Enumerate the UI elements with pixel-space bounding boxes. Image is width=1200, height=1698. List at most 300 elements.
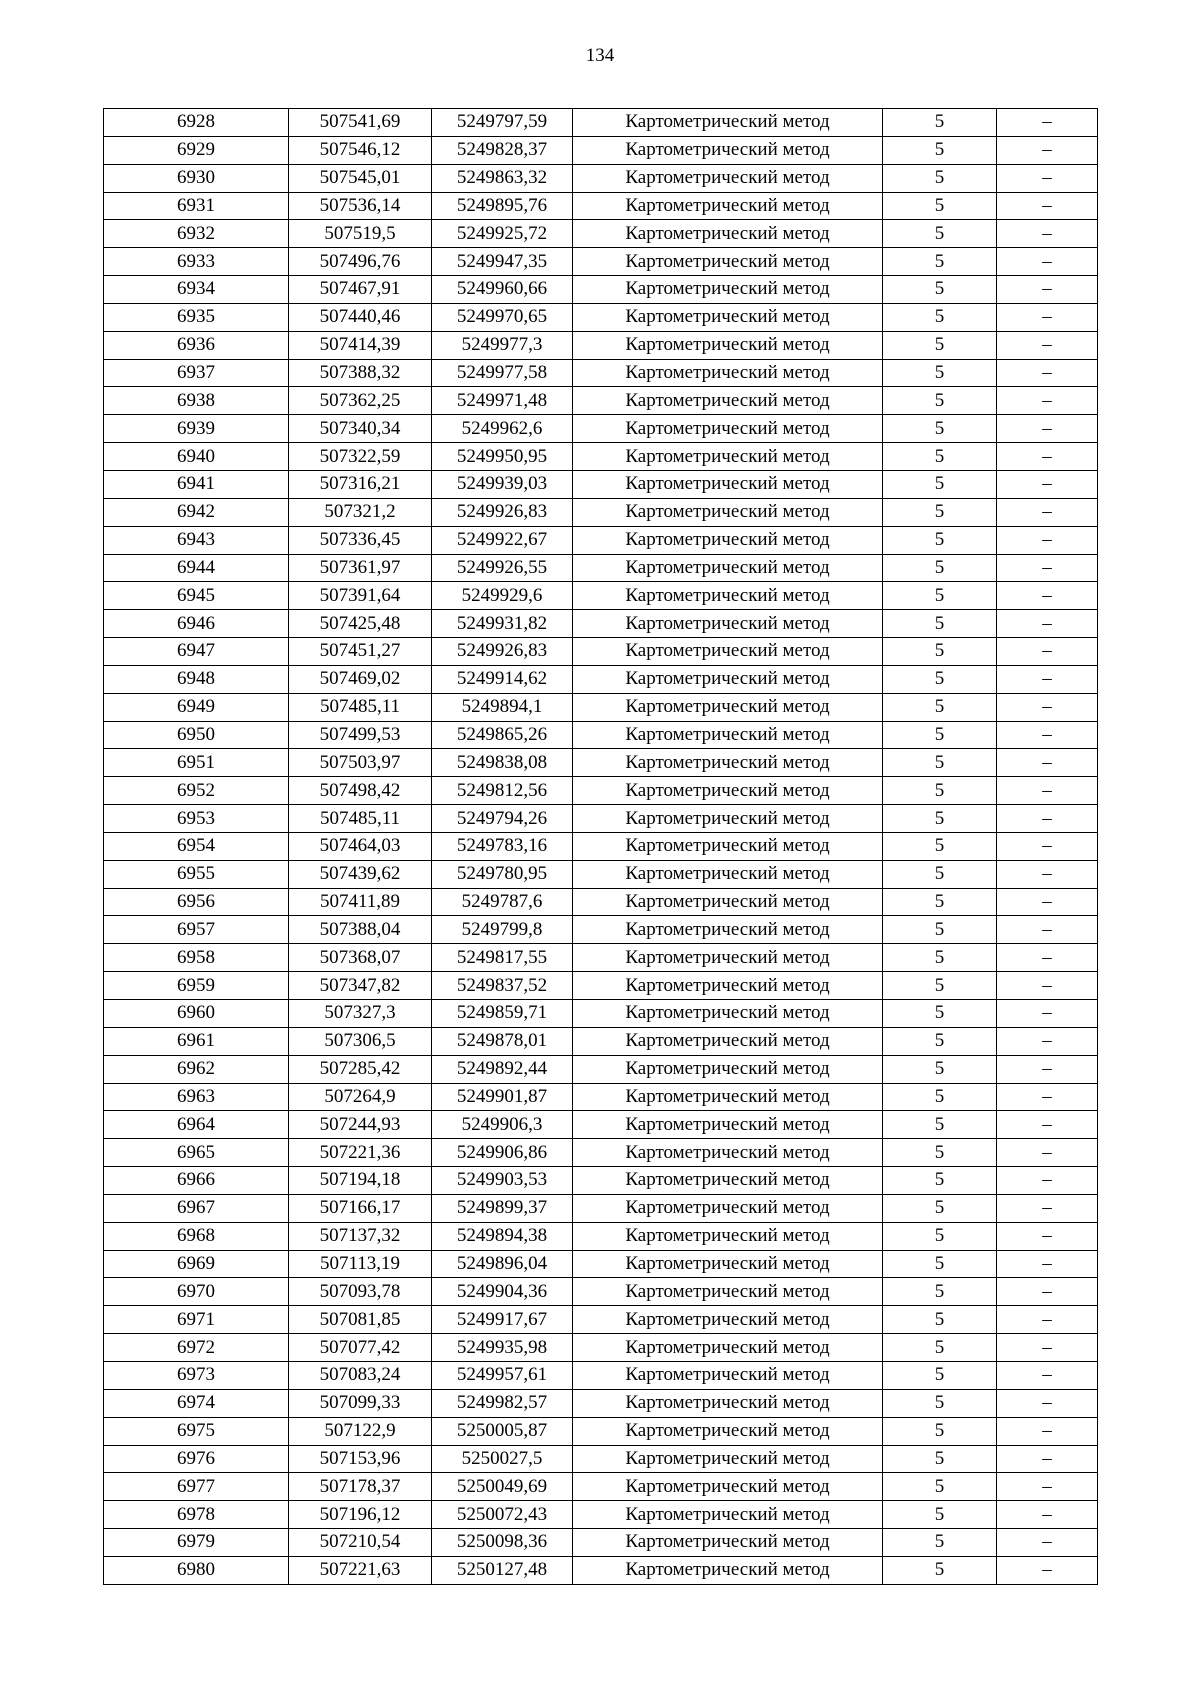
x-coordinate-cell: 507178,37 (289, 1473, 432, 1501)
method-cell: Картометрический метод (573, 1473, 883, 1501)
point-number-cell: 6972 (104, 1334, 289, 1362)
method-cell: Картометрический метод (573, 721, 883, 749)
x-coordinate-cell: 507347,82 (289, 972, 432, 1000)
description-cell: – (997, 1111, 1098, 1139)
accuracy-cell: 5 (883, 1000, 997, 1028)
accuracy-cell: 5 (883, 1473, 997, 1501)
point-number-cell: 6957 (104, 916, 289, 944)
description-cell: – (997, 1306, 1098, 1334)
description-cell: – (997, 1473, 1098, 1501)
point-number-cell: 6964 (104, 1111, 289, 1139)
description-cell: – (997, 1000, 1098, 1028)
point-number-cell: 6962 (104, 1055, 289, 1083)
x-coordinate-cell: 507285,42 (289, 1055, 432, 1083)
table-row (104, 248, 1098, 276)
point-number-cell: 6937 (104, 359, 289, 387)
description-cell: – (997, 109, 1098, 137)
x-coordinate-cell: 507485,11 (289, 805, 432, 833)
description-cell: – (997, 860, 1098, 888)
accuracy-cell: 5 (883, 860, 997, 888)
accuracy-cell: 5 (883, 944, 997, 972)
y-coordinate-cell: 5250098,36 (432, 1529, 573, 1557)
x-coordinate-cell: 507361,97 (289, 554, 432, 582)
point-number-cell: 6979 (104, 1529, 289, 1557)
y-coordinate-cell: 5249895,76 (432, 192, 573, 220)
method-cell: Картометрический метод (573, 470, 883, 498)
point-number-cell: 6973 (104, 1361, 289, 1389)
description-cell: – (997, 693, 1098, 721)
accuracy-cell: 5 (883, 721, 997, 749)
x-coordinate-cell: 507439,62 (289, 860, 432, 888)
accuracy-cell: 5 (883, 136, 997, 164)
table-row (104, 1529, 1098, 1557)
table-row (104, 303, 1098, 331)
method-cell: Картометрический метод (573, 220, 883, 248)
y-coordinate-cell: 5249904,36 (432, 1278, 573, 1306)
description-cell: – (997, 192, 1098, 220)
accuracy-cell: 5 (883, 331, 997, 359)
description-cell: – (997, 136, 1098, 164)
description-cell: – (997, 832, 1098, 860)
accuracy-cell: 5 (883, 109, 997, 137)
accuracy-cell: 5 (883, 1055, 997, 1083)
x-coordinate-cell: 507099,33 (289, 1389, 432, 1417)
y-coordinate-cell: 5249957,61 (432, 1361, 573, 1389)
accuracy-cell: 5 (883, 1111, 997, 1139)
method-cell: Картометрический метод (573, 303, 883, 331)
accuracy-cell: 5 (883, 164, 997, 192)
table-row (104, 1501, 1098, 1529)
point-number-cell: 6961 (104, 1027, 289, 1055)
y-coordinate-cell: 5249894,1 (432, 693, 573, 721)
y-coordinate-cell: 5249977,58 (432, 359, 573, 387)
description-cell: – (997, 387, 1098, 415)
table-row (104, 1389, 1098, 1417)
y-coordinate-cell: 5249828,37 (432, 136, 573, 164)
x-coordinate-cell: 507081,85 (289, 1306, 432, 1334)
y-coordinate-cell: 5249960,66 (432, 276, 573, 304)
x-coordinate-cell: 507113,19 (289, 1250, 432, 1278)
accuracy-cell: 5 (883, 359, 997, 387)
point-number-cell: 6977 (104, 1473, 289, 1501)
point-number-cell: 6966 (104, 1167, 289, 1195)
table-row (104, 1222, 1098, 1250)
method-cell: Картометрический метод (573, 1361, 883, 1389)
y-coordinate-cell: 5249892,44 (432, 1055, 573, 1083)
x-coordinate-cell: 507166,17 (289, 1194, 432, 1222)
point-number-cell: 6941 (104, 470, 289, 498)
table-row (104, 1250, 1098, 1278)
description-cell: – (997, 1083, 1098, 1111)
table-row (104, 1055, 1098, 1083)
description-cell: – (997, 805, 1098, 833)
y-coordinate-cell: 5249787,6 (432, 888, 573, 916)
x-coordinate-cell: 507210,54 (289, 1529, 432, 1557)
y-coordinate-cell: 5249780,95 (432, 860, 573, 888)
accuracy-cell: 5 (883, 1334, 997, 1362)
point-number-cell: 6960 (104, 1000, 289, 1028)
method-cell: Картометрический метод (573, 610, 883, 638)
y-coordinate-cell: 5249783,16 (432, 832, 573, 860)
accuracy-cell: 5 (883, 443, 997, 471)
method-cell: Картометрический метод (573, 1417, 883, 1445)
description-cell: – (997, 164, 1098, 192)
accuracy-cell: 5 (883, 832, 997, 860)
y-coordinate-cell: 5249878,01 (432, 1027, 573, 1055)
description-cell: – (997, 1222, 1098, 1250)
method-cell: Картометрический метод (573, 1139, 883, 1167)
x-coordinate-cell: 507498,42 (289, 777, 432, 805)
accuracy-cell: 5 (883, 498, 997, 526)
x-coordinate-cell: 507340,34 (289, 415, 432, 443)
method-cell: Картометрический метод (573, 1389, 883, 1417)
method-cell: Картометрический метод (573, 749, 883, 777)
description-cell: – (997, 554, 1098, 582)
accuracy-cell: 5 (883, 888, 997, 916)
x-coordinate-cell: 507425,48 (289, 610, 432, 638)
x-coordinate-cell: 507327,3 (289, 1000, 432, 1028)
description-cell: – (997, 749, 1098, 777)
description-cell: – (997, 665, 1098, 693)
table-row (104, 470, 1098, 498)
point-number-cell: 6935 (104, 303, 289, 331)
table-row (104, 220, 1098, 248)
y-coordinate-cell: 5249931,82 (432, 610, 573, 638)
x-coordinate-cell: 507391,64 (289, 582, 432, 610)
point-number-cell: 6965 (104, 1139, 289, 1167)
table-row (104, 1334, 1098, 1362)
x-coordinate-cell: 507541,69 (289, 109, 432, 137)
table-row (104, 972, 1098, 1000)
accuracy-cell: 5 (883, 303, 997, 331)
accuracy-cell: 5 (883, 1194, 997, 1222)
accuracy-cell: 5 (883, 276, 997, 304)
x-coordinate-cell: 507503,97 (289, 749, 432, 777)
x-coordinate-cell: 507546,12 (289, 136, 432, 164)
y-coordinate-cell: 5249859,71 (432, 1000, 573, 1028)
table-row (104, 749, 1098, 777)
accuracy-cell: 5 (883, 1529, 997, 1557)
table-row (104, 1000, 1098, 1028)
y-coordinate-cell: 5249917,67 (432, 1306, 573, 1334)
y-coordinate-cell: 5249926,83 (432, 638, 573, 666)
accuracy-cell: 5 (883, 582, 997, 610)
table-row (104, 1556, 1098, 1584)
accuracy-cell: 5 (883, 470, 997, 498)
description-cell: – (997, 498, 1098, 526)
table-row (104, 1083, 1098, 1111)
method-cell: Картометрический метод (573, 1529, 883, 1557)
table-row (104, 888, 1098, 916)
table-row (104, 443, 1098, 471)
point-number-cell: 6976 (104, 1445, 289, 1473)
table-row (104, 1278, 1098, 1306)
method-cell: Картометрический метод (573, 1306, 883, 1334)
x-coordinate-cell: 507083,24 (289, 1361, 432, 1389)
method-cell: Картометрический метод (573, 109, 883, 137)
description-cell: – (997, 1278, 1098, 1306)
method-cell: Картометрический метод (573, 276, 883, 304)
y-coordinate-cell: 5249922,67 (432, 526, 573, 554)
table-row (104, 777, 1098, 805)
table-row (104, 1167, 1098, 1195)
point-number-cell: 6975 (104, 1417, 289, 1445)
accuracy-cell: 5 (883, 248, 997, 276)
description-cell: – (997, 1139, 1098, 1167)
method-cell: Картометрический метод (573, 888, 883, 916)
point-number-cell: 6954 (104, 832, 289, 860)
point-number-cell: 6958 (104, 944, 289, 972)
method-cell: Картометрический метод (573, 387, 883, 415)
description-cell: – (997, 443, 1098, 471)
description-cell: – (997, 303, 1098, 331)
table-row (104, 164, 1098, 192)
y-coordinate-cell: 5249901,87 (432, 1083, 573, 1111)
accuracy-cell: 5 (883, 665, 997, 693)
y-coordinate-cell: 5249894,38 (432, 1222, 573, 1250)
table-row (104, 721, 1098, 749)
description-cell: – (997, 582, 1098, 610)
y-coordinate-cell: 5249899,37 (432, 1194, 573, 1222)
point-number-cell: 6932 (104, 220, 289, 248)
method-cell: Картометрический метод (573, 248, 883, 276)
y-coordinate-cell: 5249977,3 (432, 331, 573, 359)
table-row (104, 582, 1098, 610)
table-row (104, 1194, 1098, 1222)
description-cell: – (997, 888, 1098, 916)
x-coordinate-cell: 507137,32 (289, 1222, 432, 1250)
method-cell: Картометрический метод (573, 1083, 883, 1111)
point-number-cell: 6945 (104, 582, 289, 610)
description-cell: – (997, 470, 1098, 498)
x-coordinate-cell: 507362,25 (289, 387, 432, 415)
y-coordinate-cell: 5249838,08 (432, 749, 573, 777)
description-cell: – (997, 1334, 1098, 1362)
point-number-cell: 6950 (104, 721, 289, 749)
y-coordinate-cell: 5249812,56 (432, 777, 573, 805)
table-row (104, 944, 1098, 972)
x-coordinate-cell: 507464,03 (289, 832, 432, 860)
x-coordinate-cell: 507122,9 (289, 1417, 432, 1445)
point-number-cell: 6947 (104, 638, 289, 666)
point-number-cell: 6971 (104, 1306, 289, 1334)
method-cell: Картометрический метод (573, 916, 883, 944)
description-cell: – (997, 721, 1098, 749)
table-row (104, 1417, 1098, 1445)
method-cell: Картометрический метод (573, 1194, 883, 1222)
accuracy-cell: 5 (883, 1501, 997, 1529)
y-coordinate-cell: 5250049,69 (432, 1473, 573, 1501)
method-cell: Картометрический метод (573, 832, 883, 860)
method-cell: Картометрический метод (573, 1278, 883, 1306)
table-row (104, 1139, 1098, 1167)
x-coordinate-cell: 507194,18 (289, 1167, 432, 1195)
method-cell: Картометрический метод (573, 777, 883, 805)
table-row (104, 1111, 1098, 1139)
point-number-cell: 6951 (104, 749, 289, 777)
point-number-cell: 6969 (104, 1250, 289, 1278)
table-row (104, 916, 1098, 944)
method-cell: Картометрический метод (573, 1334, 883, 1362)
table-row (104, 1445, 1098, 1473)
y-coordinate-cell: 5249906,86 (432, 1139, 573, 1167)
accuracy-cell: 5 (883, 1139, 997, 1167)
accuracy-cell: 5 (883, 1167, 997, 1195)
x-coordinate-cell: 507519,5 (289, 220, 432, 248)
y-coordinate-cell: 5249925,72 (432, 220, 573, 248)
y-coordinate-cell: 5249929,6 (432, 582, 573, 610)
y-coordinate-cell: 5250005,87 (432, 1417, 573, 1445)
y-coordinate-cell: 5249914,62 (432, 665, 573, 693)
point-number-cell: 6978 (104, 1501, 289, 1529)
point-number-cell: 6940 (104, 443, 289, 471)
x-coordinate-cell: 507264,9 (289, 1083, 432, 1111)
method-cell: Картометрический метод (573, 860, 883, 888)
accuracy-cell: 5 (883, 554, 997, 582)
accuracy-cell: 5 (883, 916, 997, 944)
description-cell: – (997, 1055, 1098, 1083)
table-row (104, 1473, 1098, 1501)
accuracy-cell: 5 (883, 1445, 997, 1473)
table-row (104, 526, 1098, 554)
x-coordinate-cell: 507388,04 (289, 916, 432, 944)
point-number-cell: 6933 (104, 248, 289, 276)
method-cell: Картометрический метод (573, 972, 883, 1000)
description-cell: – (997, 1529, 1098, 1557)
x-coordinate-cell: 507467,91 (289, 276, 432, 304)
point-number-cell: 6938 (104, 387, 289, 415)
method-cell: Картометрический метод (573, 1000, 883, 1028)
accuracy-cell: 5 (883, 972, 997, 1000)
method-cell: Картометрический метод (573, 944, 883, 972)
x-coordinate-cell: 507440,46 (289, 303, 432, 331)
point-number-cell: 6970 (104, 1278, 289, 1306)
method-cell: Картометрический метод (573, 582, 883, 610)
x-coordinate-cell: 507388,32 (289, 359, 432, 387)
method-cell: Картометрический метод (573, 331, 883, 359)
accuracy-cell: 5 (883, 1417, 997, 1445)
accuracy-cell: 5 (883, 1222, 997, 1250)
point-number-cell: 6953 (104, 805, 289, 833)
y-coordinate-cell: 5249903,53 (432, 1167, 573, 1195)
method-cell: Картометрический метод (573, 1111, 883, 1139)
description-cell: – (997, 1167, 1098, 1195)
point-number-cell: 6929 (104, 136, 289, 164)
description-cell: – (997, 331, 1098, 359)
y-coordinate-cell: 5249896,04 (432, 1250, 573, 1278)
x-coordinate-cell: 507496,76 (289, 248, 432, 276)
method-cell: Картометрический метод (573, 1501, 883, 1529)
method-cell: Картометрический метод (573, 1556, 883, 1584)
description-cell: – (997, 1556, 1098, 1584)
y-coordinate-cell: 5249950,95 (432, 443, 573, 471)
description-cell: – (997, 972, 1098, 1000)
y-coordinate-cell: 5249962,6 (432, 415, 573, 443)
accuracy-cell: 5 (883, 526, 997, 554)
method-cell: Картометрический метод (573, 1055, 883, 1083)
accuracy-cell: 5 (883, 387, 997, 415)
x-coordinate-cell: 507221,36 (289, 1139, 432, 1167)
method-cell: Картометрический метод (573, 1445, 883, 1473)
accuracy-cell: 5 (883, 415, 997, 443)
point-number-cell: 6934 (104, 276, 289, 304)
description-cell: – (997, 1501, 1098, 1529)
method-cell: Картометрический метод (573, 359, 883, 387)
accuracy-cell: 5 (883, 610, 997, 638)
method-cell: Картометрический метод (573, 526, 883, 554)
y-coordinate-cell: 5249939,03 (432, 470, 573, 498)
y-coordinate-cell: 5249863,32 (432, 164, 573, 192)
table-row (104, 610, 1098, 638)
table-row (104, 1361, 1098, 1389)
x-coordinate-cell: 507093,78 (289, 1278, 432, 1306)
point-number-cell: 6928 (104, 109, 289, 137)
y-coordinate-cell: 5249794,26 (432, 805, 573, 833)
y-coordinate-cell: 5249971,48 (432, 387, 573, 415)
point-number-cell: 6974 (104, 1389, 289, 1417)
table-row (104, 192, 1098, 220)
description-cell: – (997, 248, 1098, 276)
y-coordinate-cell: 5250027,5 (432, 1445, 573, 1473)
table-row (104, 1027, 1098, 1055)
accuracy-cell: 5 (883, 805, 997, 833)
coordinates-table-body (104, 109, 1098, 1585)
table-row (104, 498, 1098, 526)
table-row (104, 860, 1098, 888)
method-cell: Картометрический метод (573, 415, 883, 443)
y-coordinate-cell: 5250127,48 (432, 1556, 573, 1584)
description-cell: – (997, 916, 1098, 944)
accuracy-cell: 5 (883, 1389, 997, 1417)
y-coordinate-cell: 5249982,57 (432, 1389, 573, 1417)
point-number-cell: 6980 (104, 1556, 289, 1584)
point-number-cell: 6959 (104, 972, 289, 1000)
accuracy-cell: 5 (883, 1250, 997, 1278)
accuracy-cell: 5 (883, 192, 997, 220)
x-coordinate-cell: 507411,89 (289, 888, 432, 916)
description-cell: – (997, 526, 1098, 554)
table-row (104, 554, 1098, 582)
point-number-cell: 6967 (104, 1194, 289, 1222)
x-coordinate-cell: 507244,93 (289, 1111, 432, 1139)
x-coordinate-cell: 507485,11 (289, 693, 432, 721)
x-coordinate-cell: 507414,39 (289, 331, 432, 359)
x-coordinate-cell: 507221,63 (289, 1556, 432, 1584)
y-coordinate-cell: 5249797,59 (432, 109, 573, 137)
table-row (104, 359, 1098, 387)
y-coordinate-cell: 5249799,8 (432, 916, 573, 944)
y-coordinate-cell: 5249906,3 (432, 1111, 573, 1139)
table-row (104, 805, 1098, 833)
description-cell: – (997, 1250, 1098, 1278)
method-cell: Картометрический метод (573, 638, 883, 666)
method-cell: Картометрический метод (573, 164, 883, 192)
x-coordinate-cell: 507469,02 (289, 665, 432, 693)
y-coordinate-cell: 5249970,65 (432, 303, 573, 331)
table-row (104, 387, 1098, 415)
accuracy-cell: 5 (883, 1083, 997, 1111)
point-number-cell: 6946 (104, 610, 289, 638)
accuracy-cell: 5 (883, 1278, 997, 1306)
point-number-cell: 6944 (104, 554, 289, 582)
x-coordinate-cell: 507316,21 (289, 470, 432, 498)
table-row (104, 638, 1098, 666)
description-cell: – (997, 1194, 1098, 1222)
x-coordinate-cell: 507545,01 (289, 164, 432, 192)
y-coordinate-cell: 5249935,98 (432, 1334, 573, 1362)
accuracy-cell: 5 (883, 749, 997, 777)
point-number-cell: 6968 (104, 1222, 289, 1250)
